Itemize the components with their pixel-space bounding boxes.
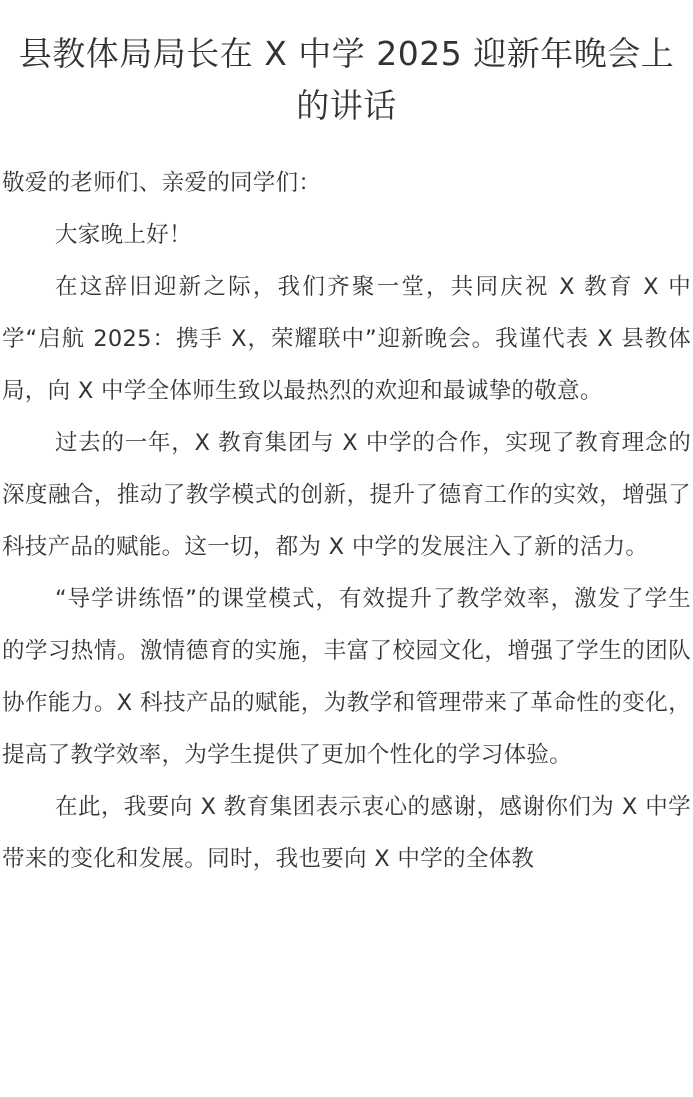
- paragraph-opening: 大家晚上好！: [55, 222, 192, 248]
- greeting: 敬爱的老师们、亲爱的同学们：: [2, 170, 322, 196]
- page-title: 县教体局局长在 X 中学 2025 迎新年晚会上的讲话: [18, 34, 675, 125]
- paragraph-welcome: 在这辞旧迎新之际，我们齐聚一堂，共同庆祝 X 教育 X 中学“启航 2025：携手 X，荣耀联中”迎新晚会。我谨代表 X 县教体局，向 X 中学全体师生致以最热烈的欢迎和最诚挚的敬意。: [2, 274, 691, 404]
- paragraph-review: 过去的一年，X 教育集团与 X 中学的合作，实现了教育理念的深度融合，推动了教学模式的创新，提升了德育工作的实效，增强了科技产品的赋能。这一切，都为 X 中学的发展注入了新的活力。: [2, 430, 691, 560]
- paragraph-classroom-model: “导学讲练悟”的课堂模式，有效提升了教学效率，激发了学生的学习热情。激情德育的实施，丰富了校园文化，增强了学生的团队协作能力。X 科技产品的赋能，为教学和管理带来了革命性的变化，提高了教学效率，为学生提供了更加个性化的学习体验。: [2, 586, 691, 768]
- speech-body: [2, 157, 691, 885]
- paragraph-thanks: 在此，我要向 X 教育集团表示衷心的感谢，感谢你们为 X 中学带来的变化和发展。同时，我也要向 X 中学的全体教: [2, 794, 691, 872]
